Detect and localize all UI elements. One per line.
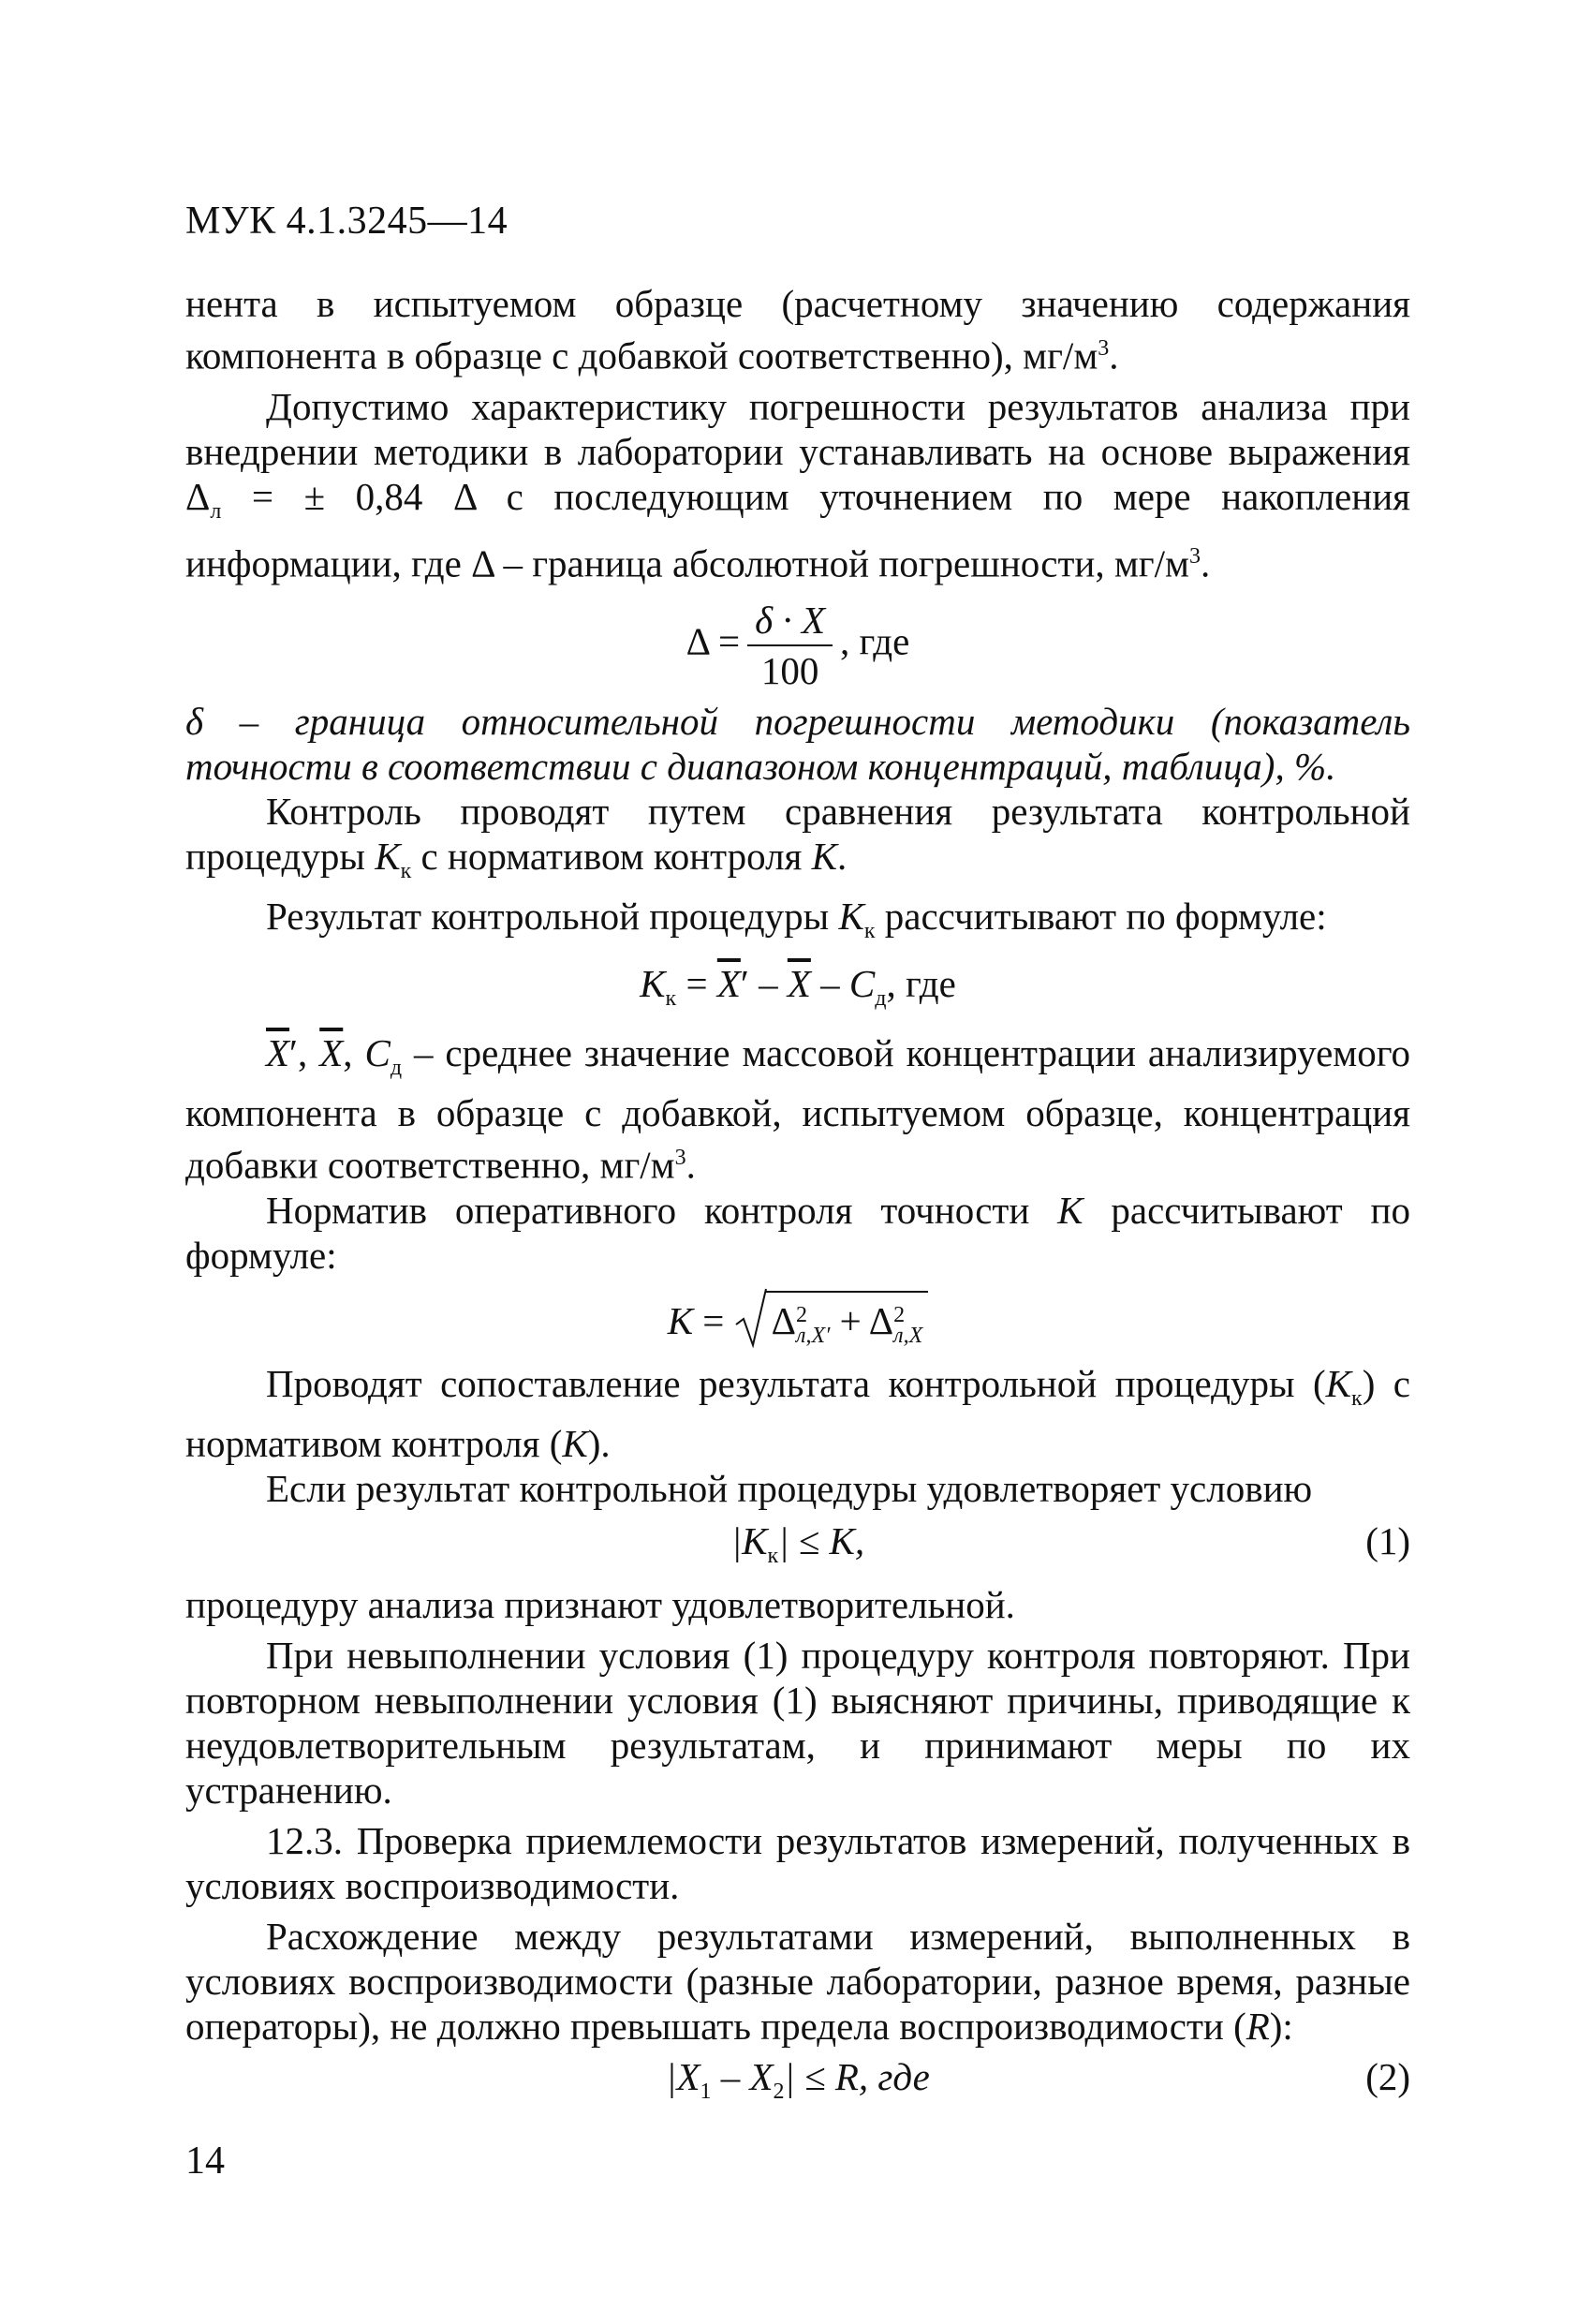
page-number: 14 — [185, 2139, 225, 2183]
paragraph-norm: Норматив оперативного контроля точности K рассчитывают по формуле: — [185, 1188, 1410, 1277]
formula-kk: $K_к = \overline{X}' - \overline{X} - C_д$, где — [640, 961, 956, 1012]
paragraph-satisfactory: процедуру анализа признают удовлетворительной. — [185, 1582, 1015, 1626]
paragraph-reproducibility: Расхождение между результатами измерений, выполненных в условиях воспроизводимости (разные лаборатории, разное время, разные операторы), не должно превышать предела воспроизводимости (R): — [185, 1914, 1410, 2048]
equation-number: (2) — [1365, 2054, 1410, 2098]
paragraph-delta-definition: δ – граница относительной погрешности методики (показатель точности в соответствии с диапазоном концентраций, таблица), %. — [185, 699, 1410, 788]
paragraph-control-result: Результат контрольной процедуры $K_к$ рассчитывают по формуле: — [266, 894, 1327, 943]
paragraph-variables: $\overline{X}'$, $\overline{X}$, $C_д$ – среднее значение массовой концентрации анализируемого компонента в образце с добавкой, испытуемом образце, концентрация добавки соответственно, $мг/м^3$. — [185, 1031, 1411, 1187]
square-root: Δ 2 л,X′ + Δ 2 л,X — [734, 1291, 929, 1346]
paragraph-comparison: Проводят сопоставление результата контрольной процедуры $(K_к)$ с нормативом контроля (K). — [185, 1361, 1410, 1465]
formula-condition-1: $|K_к| \le K$, (1) — [730, 1518, 1410, 1568]
formula-k: K = Δ 2 л,X′ + Δ 2 л,X — [185, 1291, 1410, 1346]
equation-number: (1) — [1365, 1518, 1410, 1562]
section-12-3: 12.3. Проверка приемлемости результатов измерений, полученных в условиях воспроизводимости. — [185, 1818, 1410, 1907]
document-header: МУК 4.1.3245—14 — [185, 200, 509, 243]
fraction: $\frac{\delta \cdot X}{100}$ — [747, 598, 833, 693]
formula-condition-2: $|X_1 - X_2| \le R$, где (2) — [666, 2054, 1410, 2105]
paragraph-error-characteristic: Допустимо характеристику погрешности результатов анализа при внедрении методики в лаборатории устанавливать на основе выражения $\Delta_л$ = ± 0,84 Δ с последующим уточнением по мере накопления информации, где Δ – граница абсолютной погрешности, $мг/м^3$. — [185, 384, 1410, 585]
formula-delta: Δ = $\frac{\delta \cdot X}{100}$ , где — [685, 598, 910, 692]
paragraph-continuation: нента в испытуемом образце (расчетному значению содержания компонента в образце с добавкой соответственно), $мг/м^3$. — [185, 282, 1410, 377]
paragraph-repeat: При невыполнении условия (1) процедуру контроля повторяют. При повторном невыполнении условия (1) выясняют причины, приводящие к неудовлетворительным результатам, и принимают меры по их устранению. — [185, 1633, 1410, 1812]
paragraph-condition: Если результат контрольной процедуры удовлетворяет условию — [266, 1466, 1313, 1510]
document-body — [185, 281, 1410, 2124]
paragraph-control: Контроль проводят путем сравнения результата контрольной процедуры $K_к$ с нормативом контроля K. — [185, 789, 1410, 883]
